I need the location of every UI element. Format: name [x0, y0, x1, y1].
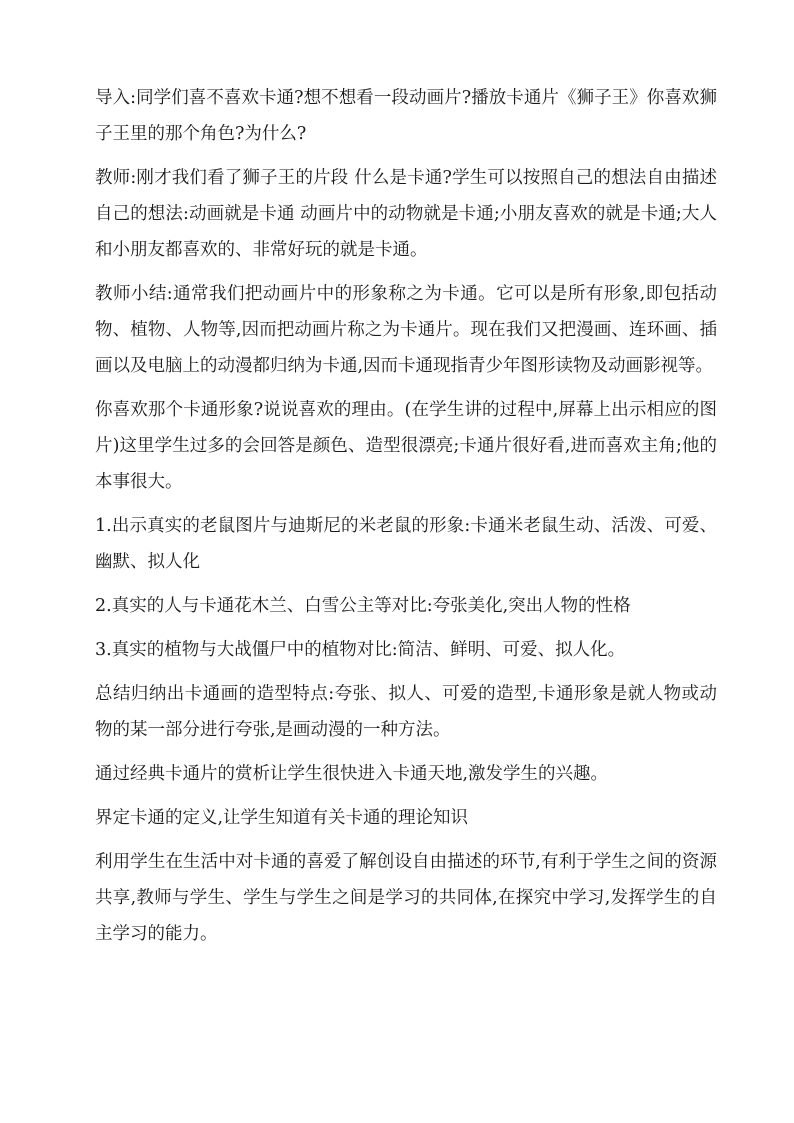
paragraph-item-1: 1.出示真实的老鼠图片与迪斯尼的米老鼠的形象:卡通米老鼠生动、活泼、可爱、幽默、拟人化: [95, 516, 717, 572]
paragraph-conclusion: 总结归纳出卡通画的造型特点:夸张、拟人、可爱的造型,卡通形象是就人物或动物的某一部分进行夸张,是画动漫的一种方法。: [95, 684, 717, 740]
paragraph-appreciation: 通过经典卡通片的赏析让学生很快进入卡通天地,激发学生的兴趣。: [95, 764, 609, 784]
paragraph-definition: 界定卡通的定义,让学生知道有关卡通的理论知识: [95, 808, 469, 828]
paragraph-item-3: 3.真实的植物与大战僵尸中的植物对比:简洁、鲜明、可爱、拟人化。: [95, 640, 626, 660]
paragraph-teacher-question: 教师:刚才我们看了狮子王的片段 什么是卡通?学生可以按照自己的想法自由描述自己的想法:动画就是卡通 动画片中的动物就是卡通;小朋友喜欢的就是卡通;大人和小朋友都喜欢的、非常好玩的就是卡通。: [95, 168, 717, 260]
document-body: [95, 80, 717, 960]
paragraph-intro: 导入:同学们喜不喜欢卡通?想不想看一段动画片?播放卡通片《狮子王》你喜欢狮子王里的那个角色?为什么?: [95, 88, 717, 144]
paragraph-item-2: 2.真实的人与卡通花木兰、白雪公主等对比:夸张美化,突出人物的性格: [95, 596, 631, 616]
paragraph-favorite-character: 你喜欢那个卡通形象?说说喜欢的理由。(在学生讲的过程中,屏幕上出示相应的图片)这里学生过多的会回答是颜色、造型很漂亮;卡通片很好看,进而喜欢主角;他的本事很大。: [95, 400, 717, 492]
paragraph-closing: 利用学生在生活中对卡通的喜爱了解创设自由描述的环节,有利于学生之间的资源共享,教师与学生、学生与学生之间是学习的共同体,在探究中学习,发挥学生的自主学习的能力。: [95, 852, 717, 944]
paragraph-teacher-summary: 教师小结:通常我们把动画片中的形象称之为卡通。它可以是所有形象,即包括动物、植物、人物等,因而把动画片称之为卡通片。现在我们又把漫画、连环画、插画以及电脑上的动漫都归纳为卡通,因而卡通现指青少年图形读物及动画影视等。: [95, 284, 717, 376]
